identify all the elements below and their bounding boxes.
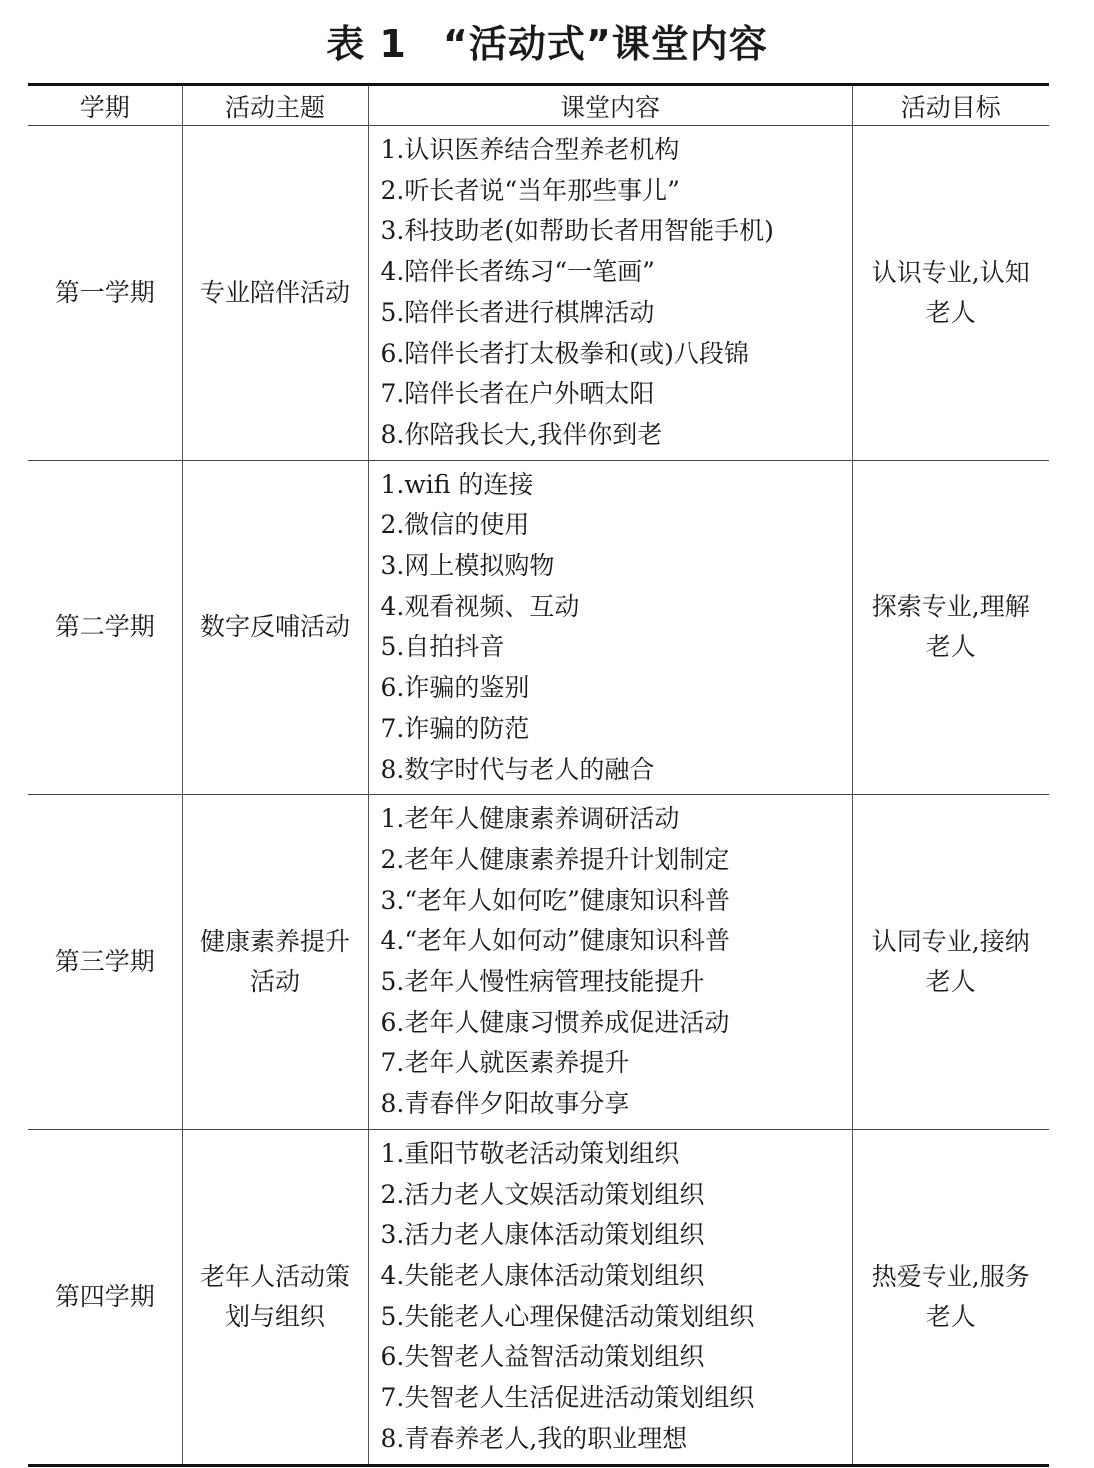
- list-item: 6.失智老人益智活动策划组织: [380, 1342, 705, 1372]
- list-item: 2.听长者说“当年那些事儿”: [380, 175, 680, 205]
- goal-cell: [852, 1129, 1049, 1465]
- list-item: 4.陪伴长者练习“一笔画”: [380, 257, 655, 287]
- term-cell: 第四学期: [28, 1129, 182, 1465]
- list-item: 3.活力老人康体活动策划组织: [380, 1220, 705, 1250]
- theme-cell: [182, 126, 368, 461]
- header-content: 课堂内容: [368, 85, 852, 126]
- content-cell: [368, 1129, 852, 1465]
- goal-text: 探索专业,理解老人: [871, 592, 1030, 662]
- list-item: 1.重阳节敬老活动策划组织: [380, 1138, 680, 1168]
- list-item: 4.观看视频、互动: [380, 591, 580, 621]
- list-item: 5.陪伴长者进行棋牌活动: [380, 297, 655, 327]
- list-item: 1.wifi 的连接: [380, 469, 534, 499]
- list-item: 1.认识医养结合型养老机构: [380, 135, 680, 164]
- list-item: 5.失能老人心理保健活动策划组织: [380, 1301, 755, 1331]
- theme-text: 专业陪伴活动: [199, 277, 350, 307]
- list-item: 8.你陪我长大,我伴你到老: [380, 419, 663, 449]
- term-cell: 第三学期: [28, 795, 182, 1130]
- list-item: 6.老年人健康习惯养成促进活动: [380, 1007, 730, 1037]
- list-item: 4.“老年人如何动”健康知识科普: [380, 926, 730, 956]
- list-item: 3.网上模拟购物: [380, 551, 555, 581]
- list-item: 3.科技助老(如帮助长者用智能手机): [380, 216, 774, 246]
- theme-cell: [182, 460, 368, 795]
- theme-text: 数字反哺活动: [199, 612, 350, 642]
- goal-cell: [852, 460, 1049, 795]
- theme-cell: [182, 795, 368, 1130]
- list-item: 4.失能老人康体活动策划组织: [380, 1260, 705, 1290]
- theme-text: 老年人活动策划与组织: [199, 1261, 350, 1331]
- list-item: 2.活力老人文娱活动策划组织: [380, 1179, 705, 1209]
- table-row: [28, 1129, 1049, 1465]
- list-item: 3.“老年人如何吃”健康知识科普: [380, 885, 730, 915]
- list-item: 2.老年人健康素养提升计划制定: [380, 844, 730, 874]
- list-item: 8.数字时代与老人的融合: [380, 754, 655, 784]
- table-row: [28, 460, 1049, 795]
- list-item: 2.微信的使用: [380, 510, 530, 540]
- content-cell: [368, 460, 852, 795]
- list-item: 7.陪伴长者在户外晒太阳: [380, 379, 655, 409]
- term-cell: 第二学期: [28, 460, 182, 795]
- list-item: 8.青春伴夕阳故事分享: [380, 1089, 630, 1119]
- goal-cell: [852, 795, 1049, 1130]
- list-item: 5.自拍抖音: [380, 632, 505, 662]
- theme-text: 健康素养提升活动: [199, 927, 350, 997]
- caption-title: “活动式”课堂内容: [442, 22, 768, 66]
- list-item: 8.青春养老人,我的职业理想: [380, 1423, 688, 1453]
- goal-text: 认识专业,认知老人: [871, 257, 1030, 327]
- list-item: 7.失智老人生活促进活动策划组织: [380, 1383, 755, 1413]
- caption-number: 表 1: [326, 22, 407, 66]
- goal-cell: [852, 126, 1049, 461]
- header-goal: 活动目标: [852, 85, 1049, 126]
- list-item: 5.老年人慢性病管理技能提升: [380, 967, 705, 997]
- list-item: 6.诈骗的鉴别: [380, 673, 530, 703]
- table-row: [28, 126, 1049, 461]
- list-item: 6.陪伴长者打太极拳和(或)八段锦: [380, 338, 749, 368]
- goal-text: 热爱专业,服务老人: [871, 1261, 1030, 1331]
- goal-text: 认同专业,接纳老人: [871, 927, 1030, 997]
- activity-course-table: [28, 83, 1049, 1467]
- table-row: [28, 795, 1049, 1130]
- list-item: 7.老年人就医素养提升: [380, 1048, 630, 1078]
- header-row: [28, 85, 1049, 126]
- content-cell: [368, 126, 852, 461]
- header-theme: 活动主题: [182, 85, 368, 126]
- content-cell: [368, 795, 852, 1130]
- list-item: 1.老年人健康素养调研活动: [380, 804, 680, 834]
- table-caption: [0, 16, 1094, 72]
- term-cell: 第一学期: [28, 126, 182, 461]
- theme-cell: [182, 1129, 368, 1465]
- header-term: 学期: [28, 85, 182, 126]
- list-item: 7.诈骗的防范: [380, 713, 530, 743]
